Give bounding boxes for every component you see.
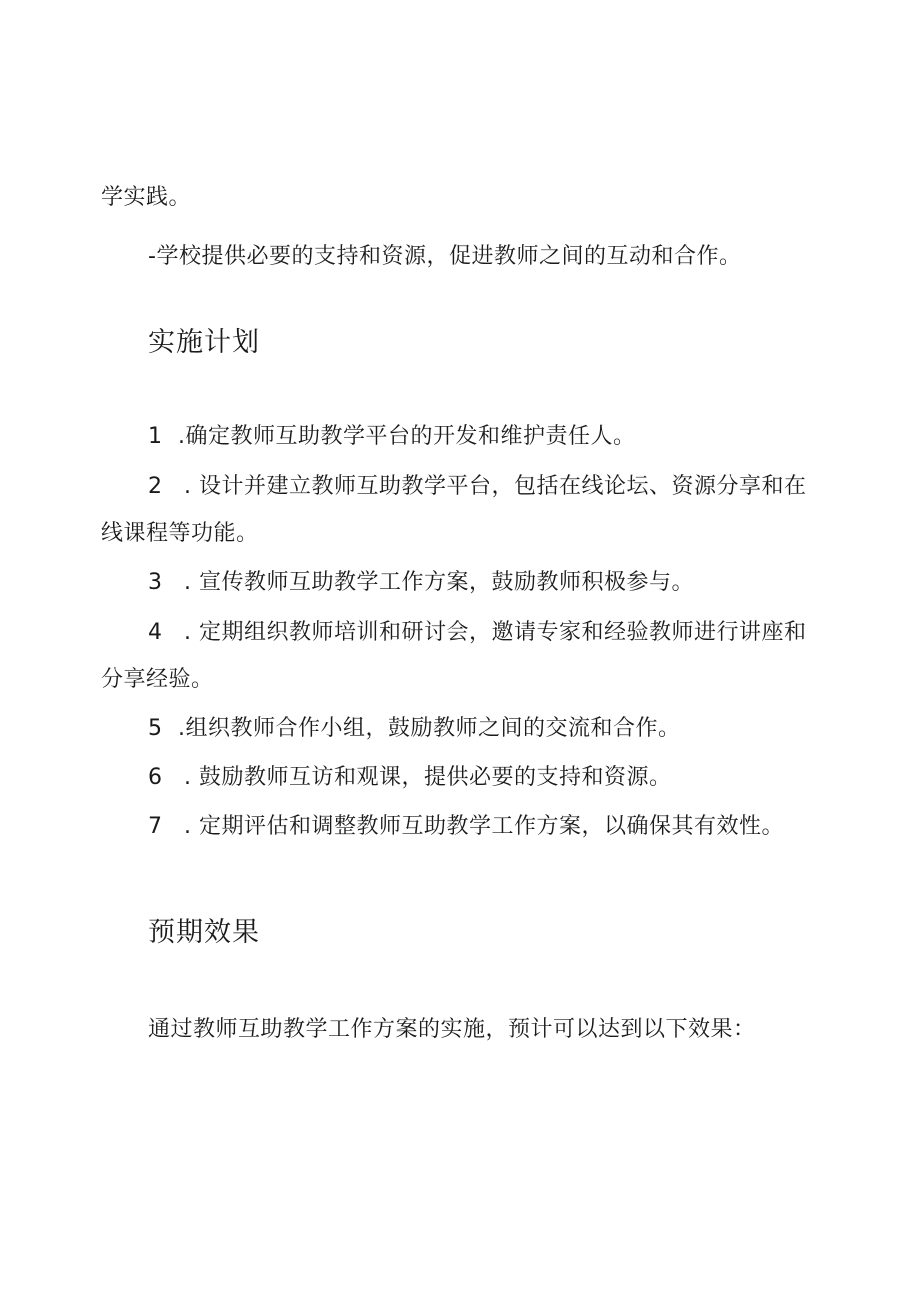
- paragraph-continuation: 学实践。: [101, 185, 192, 210]
- plan-item-number: 3: [148, 570, 163, 595]
- plan-item-number: 4: [148, 620, 163, 645]
- plan-item-text: . 设计并建立教师互助教学平台，包括在线论坛、资源分享和在: [184, 474, 807, 499]
- plan-item-text: .确定教师互助教学平台的开发和维护责任人。: [178, 424, 636, 449]
- plan-item-text: . 定期组织教师培训和研讨会，邀请专家和经验教师进行讲座和: [184, 620, 807, 645]
- plan-item-number: 1: [148, 424, 163, 449]
- plan-item-4: [148, 618, 807, 648]
- plan-item-text: . 鼓励教师互访和观课，提供必要的支持和资源。: [184, 765, 672, 790]
- plan-item-6: [148, 763, 672, 793]
- plan-item-3: [148, 568, 694, 598]
- plan-item-text: . 宣传教师互助教学工作方案，鼓励教师积极参与。: [184, 570, 694, 595]
- effect-intro-paragraph: 通过教师互助教学工作方案的实施，预计可以达到以下效果：: [148, 1017, 756, 1042]
- section-heading-effect: 预期效果: [148, 917, 260, 948]
- plan-item-text: .组织教师合作小组，鼓励教师之间的交流和合作。: [178, 716, 681, 741]
- plan-item-7: [148, 812, 784, 842]
- plan-item-number: 6: [148, 765, 163, 790]
- plan-item-number: 5: [148, 716, 163, 741]
- plan-item-2: [148, 472, 807, 502]
- plan-item-4-continuation: 分享经验。: [101, 667, 214, 692]
- plan-item-number: 7: [148, 814, 163, 839]
- plan-item-5: [148, 714, 681, 744]
- bullet-paragraph: -学校提供必要的支持和资源，促进教师之间的互动和合作。: [148, 244, 742, 269]
- plan-item-text: . 定期评估和调整教师互助教学工作方案，以确保其有效性。: [184, 814, 784, 839]
- plan-item-number: 2: [148, 474, 163, 499]
- section-heading-plan: 实施计划: [148, 327, 260, 358]
- plan-item-1: [148, 422, 636, 452]
- plan-item-2-continuation: 线课程等功能。: [101, 521, 259, 546]
